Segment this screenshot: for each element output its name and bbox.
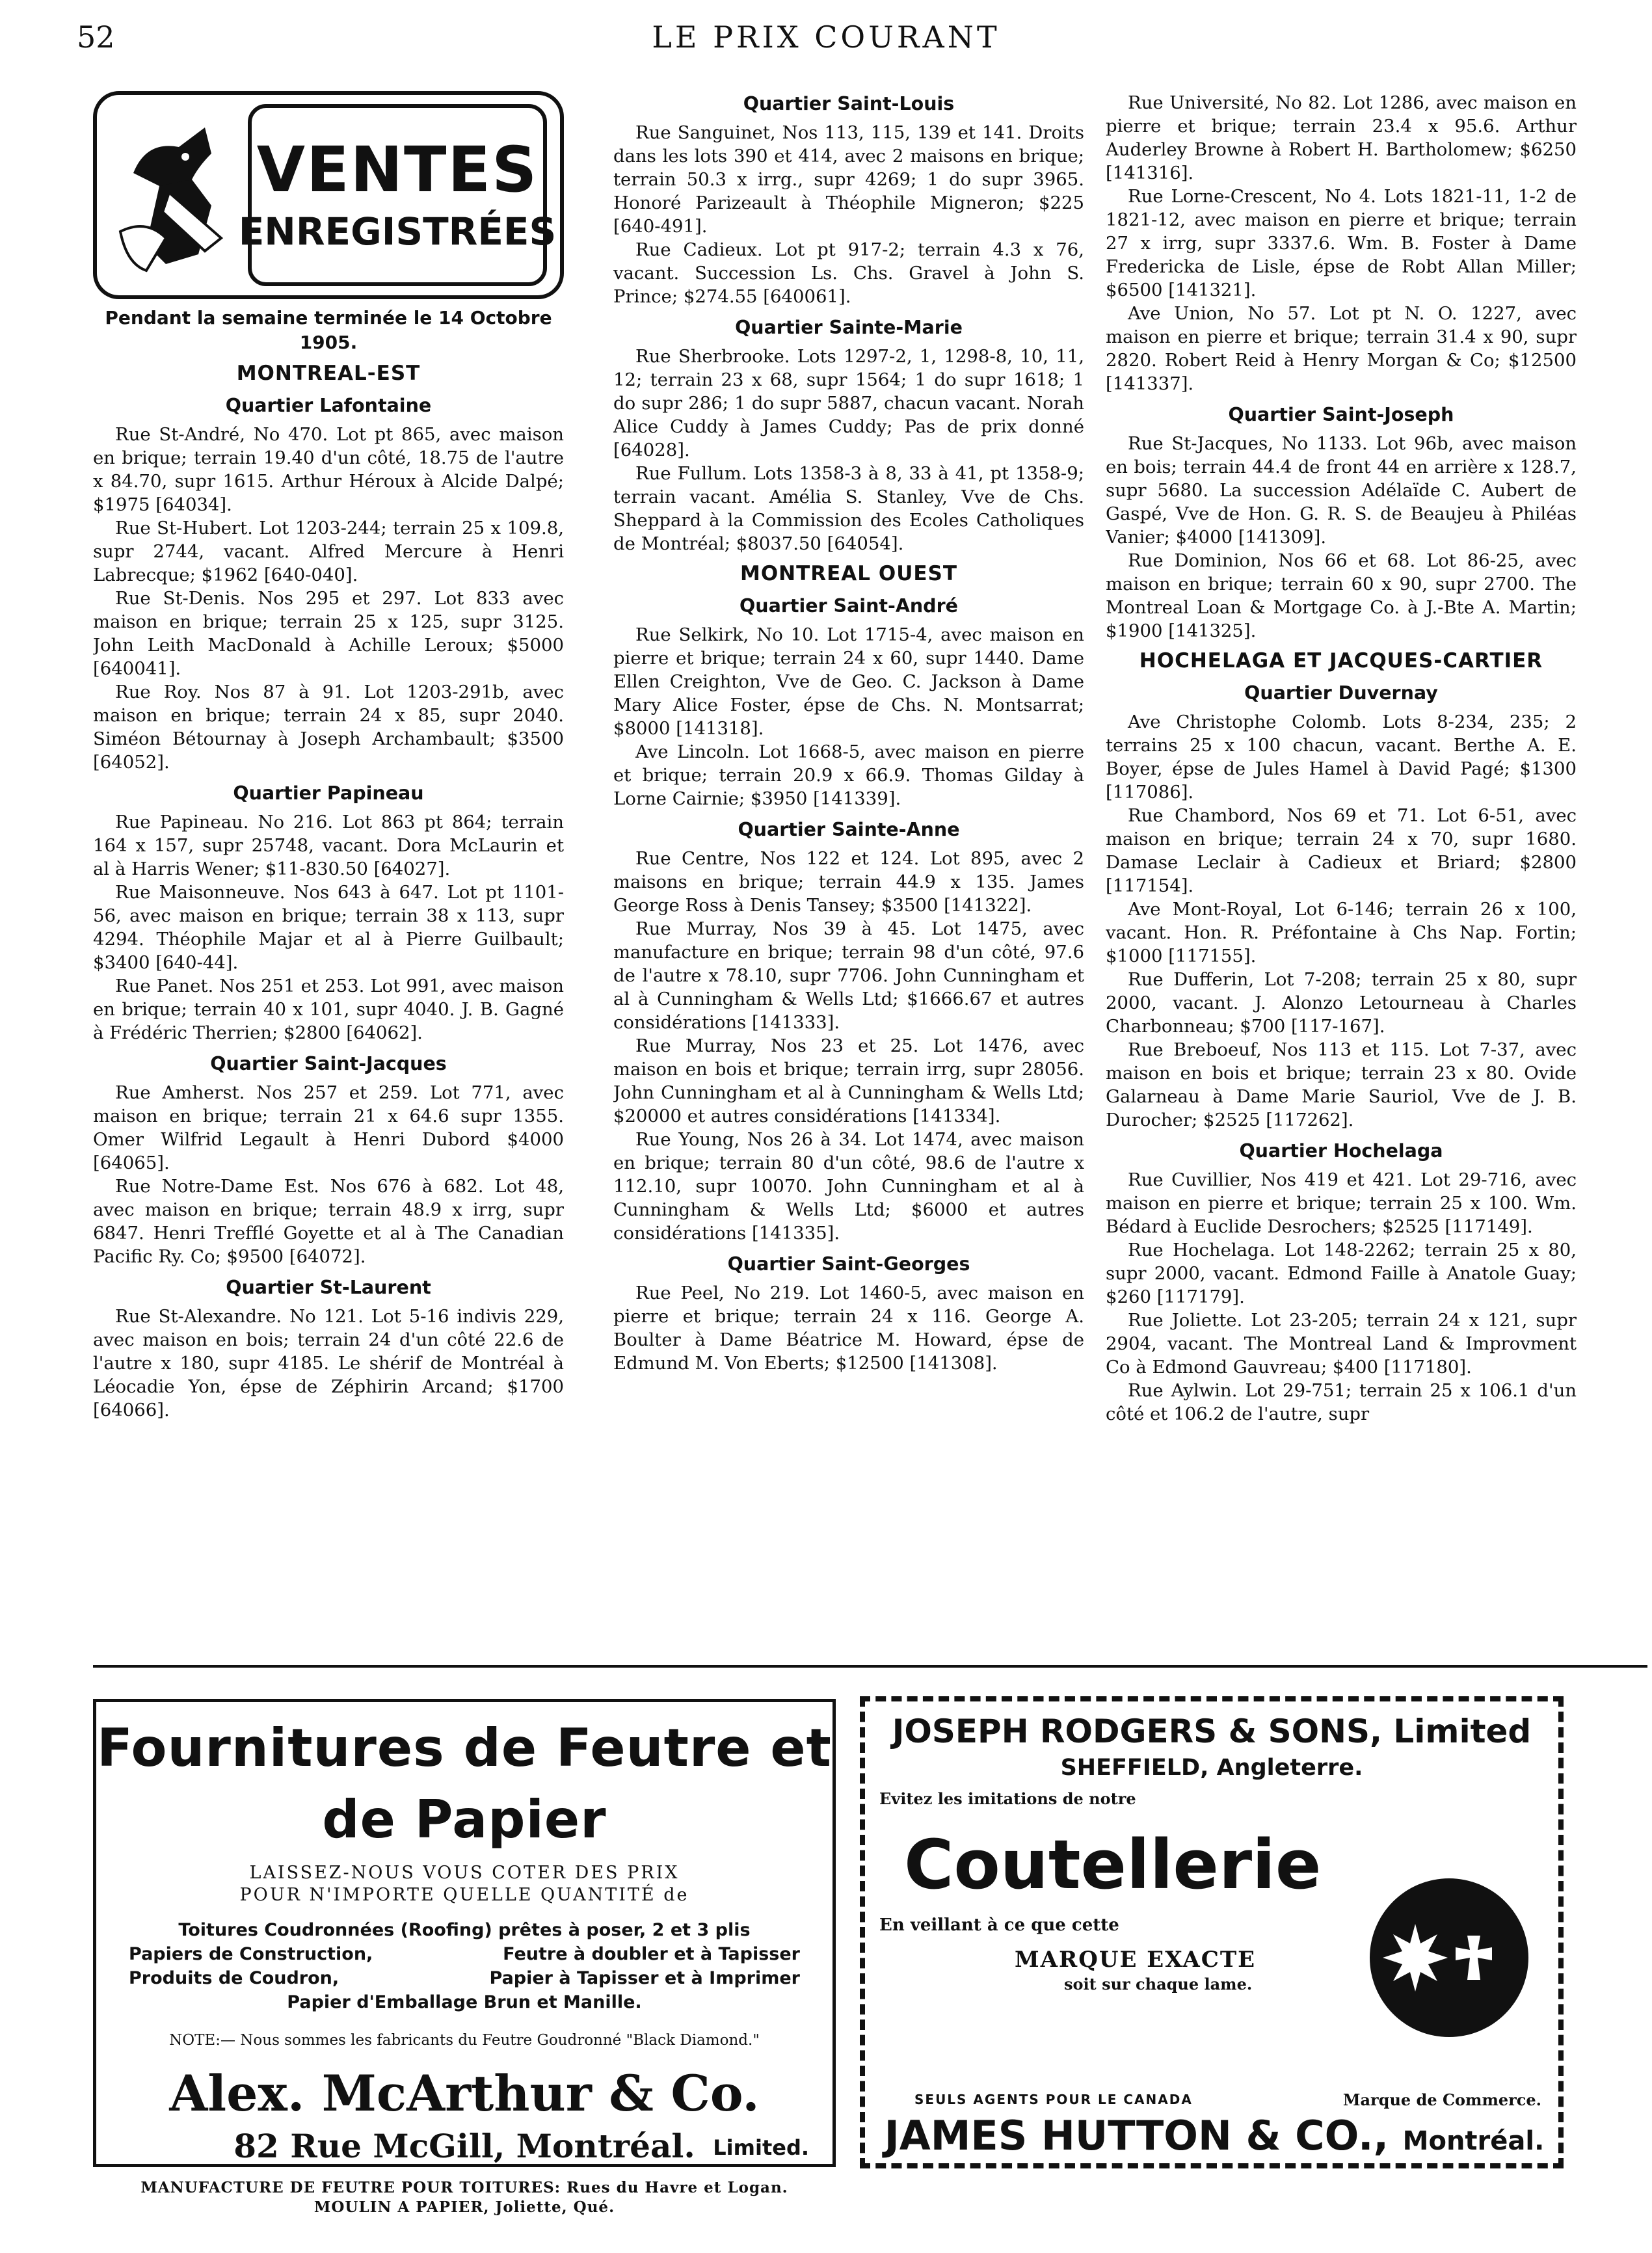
section-heading: Quartier Saint-Jacques bbox=[210, 1053, 447, 1074]
product-row bbox=[129, 1966, 800, 1990]
dog-illustration-icon bbox=[107, 114, 237, 277]
trademark-badge bbox=[1370, 1878, 1528, 2037]
sale-entry: Rue St-Denis. Nos 295 et 297. Lot 833 avec maison en brique; terrain 25 x 125, supr 3125. John Leith MacDonald à Achille Leroux; $5000 [640041]. bbox=[93, 588, 564, 679]
sale-entry: Rue Murray, Nos 39 à 45. Lot 1475, avec manufacture en brique; terrain 98 d'un côté, 97.6 de l'autre x 78.10, supr 7706. John Cunningham et al à Cunningham & Wells Ltd; $1666.67 et autres considérations [141333]. bbox=[613, 918, 1084, 1033]
sale-entry: Ave Mont-Royal, Lot 6-146; terrain 26 x 100, vacant. Hon. R. Préfontaine à Chs Nap. Fortin; $1000 [117155]. bbox=[1106, 899, 1577, 967]
sale-entry: Rue Chambord, Nos 69 et 71. Lot 6-51, avec maison en brique; terrain 24 x 70, supr 1680. Damase Leclair à Cadieux et Briard; $2800 [117154]. bbox=[1106, 805, 1577, 896]
ad-location: SHEFFIELD, Angleterre. bbox=[1060, 1755, 1363, 1781]
column-3 bbox=[1106, 91, 1577, 1662]
sale-entry: Rue Sanguinet, Nos 113, 115, 139 et 141. Droits dans les lots 390 et 414, avec 2 maisons en brique; terrain 50.3 x irrg., supr 4269; 1 do supr 3965. Honoré Parizeault à Théophile Migneron; $225 [640-491]. bbox=[613, 122, 1084, 237]
column-1 bbox=[93, 91, 564, 1662]
agent-city: Montréal. bbox=[1402, 2126, 1545, 2156]
sale-entry: Rue Hochelaga. Lot 148-2262; terrain 25 x 80, supr 2000, vacant. Edmond Faille à Anatole Guay; $260 [117179]. bbox=[1106, 1240, 1577, 1307]
sale-entry: Rue Lorne-Crescent, No 4. Lots 1821-11, 1-2 de 1821-12, avec maison en pierre et brique; terrain 27 x irrg, supr 3337.6. Wm. B. Foster à Dame Fredericka de Lisle, épse de Robt Allan Miller; $6500 [141321]. bbox=[1106, 186, 1577, 300]
logo-line-2: ENREGISTRÉES bbox=[238, 209, 557, 254]
logo-line-1: VENTES bbox=[256, 133, 539, 206]
sale-entry: Rue Cadieux. Lot pt 917-2; terrain 4.3 x 76, vacant. Succession Ls. Chs. Gravel à John S. Prince; $274.55 [640061]. bbox=[613, 239, 1084, 307]
section-heading: Quartier Lafontaine bbox=[225, 395, 432, 416]
address-row bbox=[96, 2124, 833, 2169]
sale-entry: Rue Sherbrooke. Lots 1297-2, 1, 1298-8, 10, 11, 12; terrain 23 x 68, supr 1564; 1 do supr 1618; 1 do supr 286; 1 do supr 5887, chacun vacant. Norah Alice Cuddy à James Cuddy; Pas de prix donné [64028]. bbox=[613, 346, 1084, 460]
section-heading: Quartier Hochelaga bbox=[1239, 1140, 1443, 1162]
sale-entry: Rue St-Alexandre. No 121. Lot 5-16 indivis 229, avec maison en bois; terrain 24 d'un côté 22.6 de l'autre x 180, supr 4185. Le shérif de Montréal à Léocadie Yon, épse de Zéphirin Arcand; $1700 [64066]. bbox=[93, 1306, 564, 1420]
ad-subtitle-2: POUR N'IMPORTE QUELLE QUANTITÉ de bbox=[239, 1885, 689, 1905]
sale-entry: Rue St-Jacques, No 1133. Lot 96b, avec maison en bois; terrain 44.4 de front 44 en arrière x 128.7, supr 5680. La succession Adélaïde C. Aubert de Gaspé, Vve de Hon. G. R. S. de Beaujeu à Philéas Vanier; $4000 [141309]. bbox=[1106, 433, 1577, 548]
product-item: Feutre à doubler et à Tapisser bbox=[503, 1944, 800, 1964]
ad-subtitle-1: LAISSEZ-NOUS VOUS COTER DES PRIX bbox=[249, 1863, 680, 1883]
agent-name: JAMES HUTTON & CO., bbox=[884, 2112, 1389, 2159]
sale-entry: Ave Lincoln. Lot 1668-5, avec maison en pierre et brique; terrain 20.9 x 66.9. Thomas Gilday à Lorne Cairnie; $3950 [141339]. bbox=[613, 741, 1084, 809]
section-heading: Quartier Saint-Joseph bbox=[1228, 404, 1454, 425]
region-heading: MONTREAL-EST bbox=[236, 362, 421, 385]
section-heading: Quartier Sainte-Marie bbox=[735, 317, 963, 338]
section-heading: Quartier Saint-André bbox=[739, 595, 958, 617]
section-divider bbox=[93, 1665, 1647, 1668]
sale-entry: Rue Breboeuf, Nos 113 et 115. Lot 7-37, avec maison en bois et brique; terrain 23 x 80. Ovide Galarneau à Dame Marie Sauriol, Vve de J. B. Durocher; $2525 [117262]. bbox=[1106, 1039, 1577, 1130]
trademark-label: Marque de Commerce. bbox=[1342, 2090, 1541, 2109]
sale-entry: Rue Peel, No 219. Lot 1460-5, avec maison en pierre et brique; terrain 24 x 116. George A. Boulter à Dame Béatrice M. Howard, épse de Edmund M. Von Eberts; $12500 [141308]. bbox=[613, 1283, 1084, 1374]
section-heading: Quartier Saint-Louis bbox=[743, 93, 955, 114]
ad-mark-text: MARQUE EXACTE bbox=[1015, 1947, 1257, 1973]
company-name: Alex. McArthur & Co. bbox=[169, 2064, 760, 2122]
sale-entry: Rue Panet. Nos 251 et 253. Lot 991, avec maison en brique; terrain 40 x 101, supr 4040. J. B. Gagné à Frédéric Therrien; $2800 [64062]. bbox=[93, 976, 564, 1043]
ad-title: JOSEPH RODGERS & SONS, Limited bbox=[892, 1713, 1532, 1750]
sale-entry: Rue Papineau. No 216. Lot 863 pt 864; terrain 164 x 157, supr 25748, vacant. Dora McLaurin et al à Harris Wener; $11-830.50 [64027]. bbox=[93, 812, 564, 879]
journal-title: LE PRIX COURANT bbox=[652, 20, 1000, 55]
ad-watch-text: En veillant à ce que cette bbox=[879, 1915, 1119, 1935]
ad-avoid-text: Evitez les imitations de notre bbox=[879, 1789, 1136, 1808]
product-row bbox=[129, 1942, 800, 1966]
section-heading: Quartier Sainte-Anne bbox=[738, 819, 960, 840]
sale-entry: Rue Maisonneuve. Nos 643 à 647. Lot pt 1101-56, avec maison en brique; terrain 38 x 113, supr 4294. Théophile Majar et al à Pierre Guilbault; $3400 [640-44]. bbox=[93, 882, 564, 973]
region-heading: MONTREAL OUEST bbox=[739, 562, 958, 585]
star-cross-icon bbox=[1370, 1878, 1528, 2037]
sale-entry: Rue Dufferin, Lot 7-208; terrain 25 x 80, supr 2000, vacant. J. Alonzo Letourneau à Charles Charbonneau; $700 [117-167]. bbox=[1106, 969, 1577, 1037]
sale-entry: Rue Young, Nos 26 à 34. Lot 1474, avec maison en brique; terrain 80 d'un côté, 98.6 de l'autre x 112.10, supr 10070. John Cunningham et al à Cunningham & Wells Ltd; $6000 et autres considérations [141335]. bbox=[613, 1129, 1084, 1244]
product-item: Papiers de Construction, bbox=[129, 1944, 373, 1964]
sale-entry: Rue Roy. Nos 87 à 91. Lot 1203-291b, avec maison en brique; terrain 24 x 85, supr 2040. Siméon Bétournay à Joseph Archambault; $3500 [64052]. bbox=[93, 682, 564, 773]
sale-entry: Rue Amherst. Nos 257 et 259. Lot 771, avec maison en brique; terrain 21 x 64.6 supr 1355. Omer Wilfrid Legault à Henri Dubord $4000 [64065]. bbox=[93, 1082, 564, 1173]
mcarthur-advertisement bbox=[93, 1699, 836, 2216]
product-item: Produits de Coudron, bbox=[129, 1968, 340, 1988]
sale-entry: Rue St-André, No 470. Lot pt 865, avec maison en brique; terrain 19.40 d'un côté, 18.75 de l'autre x 84.70, supr 1615. Arthur Héroux à Alcide Dalpé; $1975 [64034]. bbox=[93, 424, 564, 515]
section-heading: Quartier Duvernay bbox=[1244, 682, 1438, 704]
sale-entry: Rue Notre-Dame Est. Nos 676 à 682. Lot 48, avec maison en brique; terrain 48.9 x irrg, supr 6847. Henri Trefflé Goyette et al à The Canadian Pacific Ry. Co; $9500 [64072]. bbox=[93, 1176, 564, 1267]
product-name: Coutellerie bbox=[904, 1825, 1322, 1904]
column-2 bbox=[613, 91, 1084, 1662]
week-intro: Pendant la semaine terminée le 14 Octobre 1905. bbox=[105, 307, 552, 353]
sale-entry: Rue Murray, Nos 23 et 25. Lot 1476, avec maison en bois et brique; terrain irrg, supr 28056. John Cunningham et al à Cunningham & Wells Ltd; $20000 et autres considérations [141334]. bbox=[613, 1035, 1084, 1126]
agents-label: SEULS AGENTS POUR LE CANADA bbox=[914, 2092, 1193, 2107]
sale-entry: Rue Université, No 82. Lot 1286, avec maison en pierre et brique; terrain 23.4 x 95.6. Arthur Auderley Browne à Robert H. Bartholomew; $6250 [141316]. bbox=[1106, 92, 1577, 183]
sale-entry: Rue Cuvillier, Nos 419 et 421. Lot 29-716, avec maison en pierre et brique; terrain 25 x 100. Wm. Bédard à Euclide Desrochers; $2525 [117149]. bbox=[1106, 1169, 1577, 1237]
section-heading: Quartier Papineau bbox=[233, 782, 424, 804]
sale-entry: Rue Selkirk, No 10. Lot 1715-4, avec maison en pierre et brique; terrain 24 x 60, supr 1440. Dame Ellen Creighton, Vve de Geo. C. Jackson à Dame Mary Alice Foster, épse de Chs. N. Montsarrat; $8000 [141318]. bbox=[613, 624, 1084, 739]
sale-entry: Rue Dominion, Nos 66 et 68. Lot 86-25, avec maison en brique; terrain 60 x 90, supr 2700. The Montreal Loan & Mortgage Co. à J.-Bte A. Martin; $1900 [141325]. bbox=[1106, 550, 1577, 641]
page-header bbox=[0, 0, 1652, 65]
page-number: 52 bbox=[77, 20, 115, 55]
sale-entry: Ave Christophe Colomb. Lots 8-234, 235; 2 terrains 25 x 100 chacun, vacant. Berthe A. E. Boyer, épse de Jules Hamel à David Pagé; $1300 [117086]. bbox=[1106, 712, 1577, 803]
logo-text-box bbox=[238, 104, 557, 286]
mill-address: MOULIN A PAPIER, Joliette, Qué. bbox=[313, 2198, 615, 2216]
sale-entry: Rue Aylwin. Lot 29-751; terrain 25 x 106.1 d'un côté et 106.2 de l'autre, supr bbox=[1106, 1380, 1577, 1424]
agent-line bbox=[879, 2110, 1549, 2167]
rodgers-advertisement bbox=[860, 1696, 1564, 2168]
region-heading: HOCHELAGA ET JACQUES-CARTIER bbox=[1139, 649, 1543, 673]
ad-each-text: soit sur chaque lame. bbox=[1064, 1975, 1253, 1993]
product-line: Papier d'Emballage Brun et Manille. bbox=[287, 1992, 642, 2012]
ventes-enregistrees-logo bbox=[93, 91, 564, 299]
ad-title: Fournitures de Feutre et de Papier bbox=[97, 1718, 832, 1850]
section-heading: Quartier Saint-Georges bbox=[727, 1253, 970, 1275]
sale-entry: Rue St-Hubert. Lot 1203-244; terrain 25 x 109.8, supr 2744, vacant. Alfred Mercure à Henri Labrecque; $1962 [640-040]. bbox=[93, 518, 564, 585]
company-address: 82 Rue McGill, Montréal. bbox=[233, 2127, 695, 2165]
sale-entry: Ave Union, No 57. Lot pt N. O. 1227, avec maison en pierre et brique; terrain 31.4 x 90, supr 2820. Robert Reid à Henry Morgan & Co; $12500 [141337]. bbox=[1106, 303, 1577, 394]
ad-note: NOTE:— Nous sommes les fabricants du Feutre Goudronné "Black Diamond." bbox=[169, 2032, 760, 2049]
product-item: Papier à Tapisser et à Imprimer bbox=[489, 1968, 800, 1988]
sale-entry: Rue Centre, Nos 122 et 124. Lot 895, avec 2 maisons en brique; terrain 44.9 x 135. James George Ross à Denis Tansey; $3500 [141322]. bbox=[613, 848, 1084, 916]
section-heading: Quartier St-Laurent bbox=[226, 1277, 431, 1298]
product-line: Toitures Coudronnées (Roofing) prêtes à poser, 2 et 3 plis bbox=[178, 1920, 751, 1940]
manufacture-address: MANUFACTURE DE FEUTRE POUR TOITURES: Rues du Havre et Logan. bbox=[140, 2179, 788, 2196]
sale-entry: Rue Joliette. Lot 23-205; terrain 24 x 121, supr 2904, vacant. The Montreal Land & Improvment Co à Edmond Gauvreau; $400 [117180]. bbox=[1106, 1310, 1577, 1378]
product-list bbox=[96, 1918, 833, 2014]
sale-entry: Rue Fullum. Lots 1358-3 à 8, 33 à 41, pt 1358-9; terrain vacant. Amélia S. Stanley, Vve de Chs. Sheppard à la Commission des Ecoles Catholiques de Montréal; $8037.50 [64054]. bbox=[613, 463, 1084, 554]
limited-label: Limited. bbox=[713, 2135, 809, 2160]
